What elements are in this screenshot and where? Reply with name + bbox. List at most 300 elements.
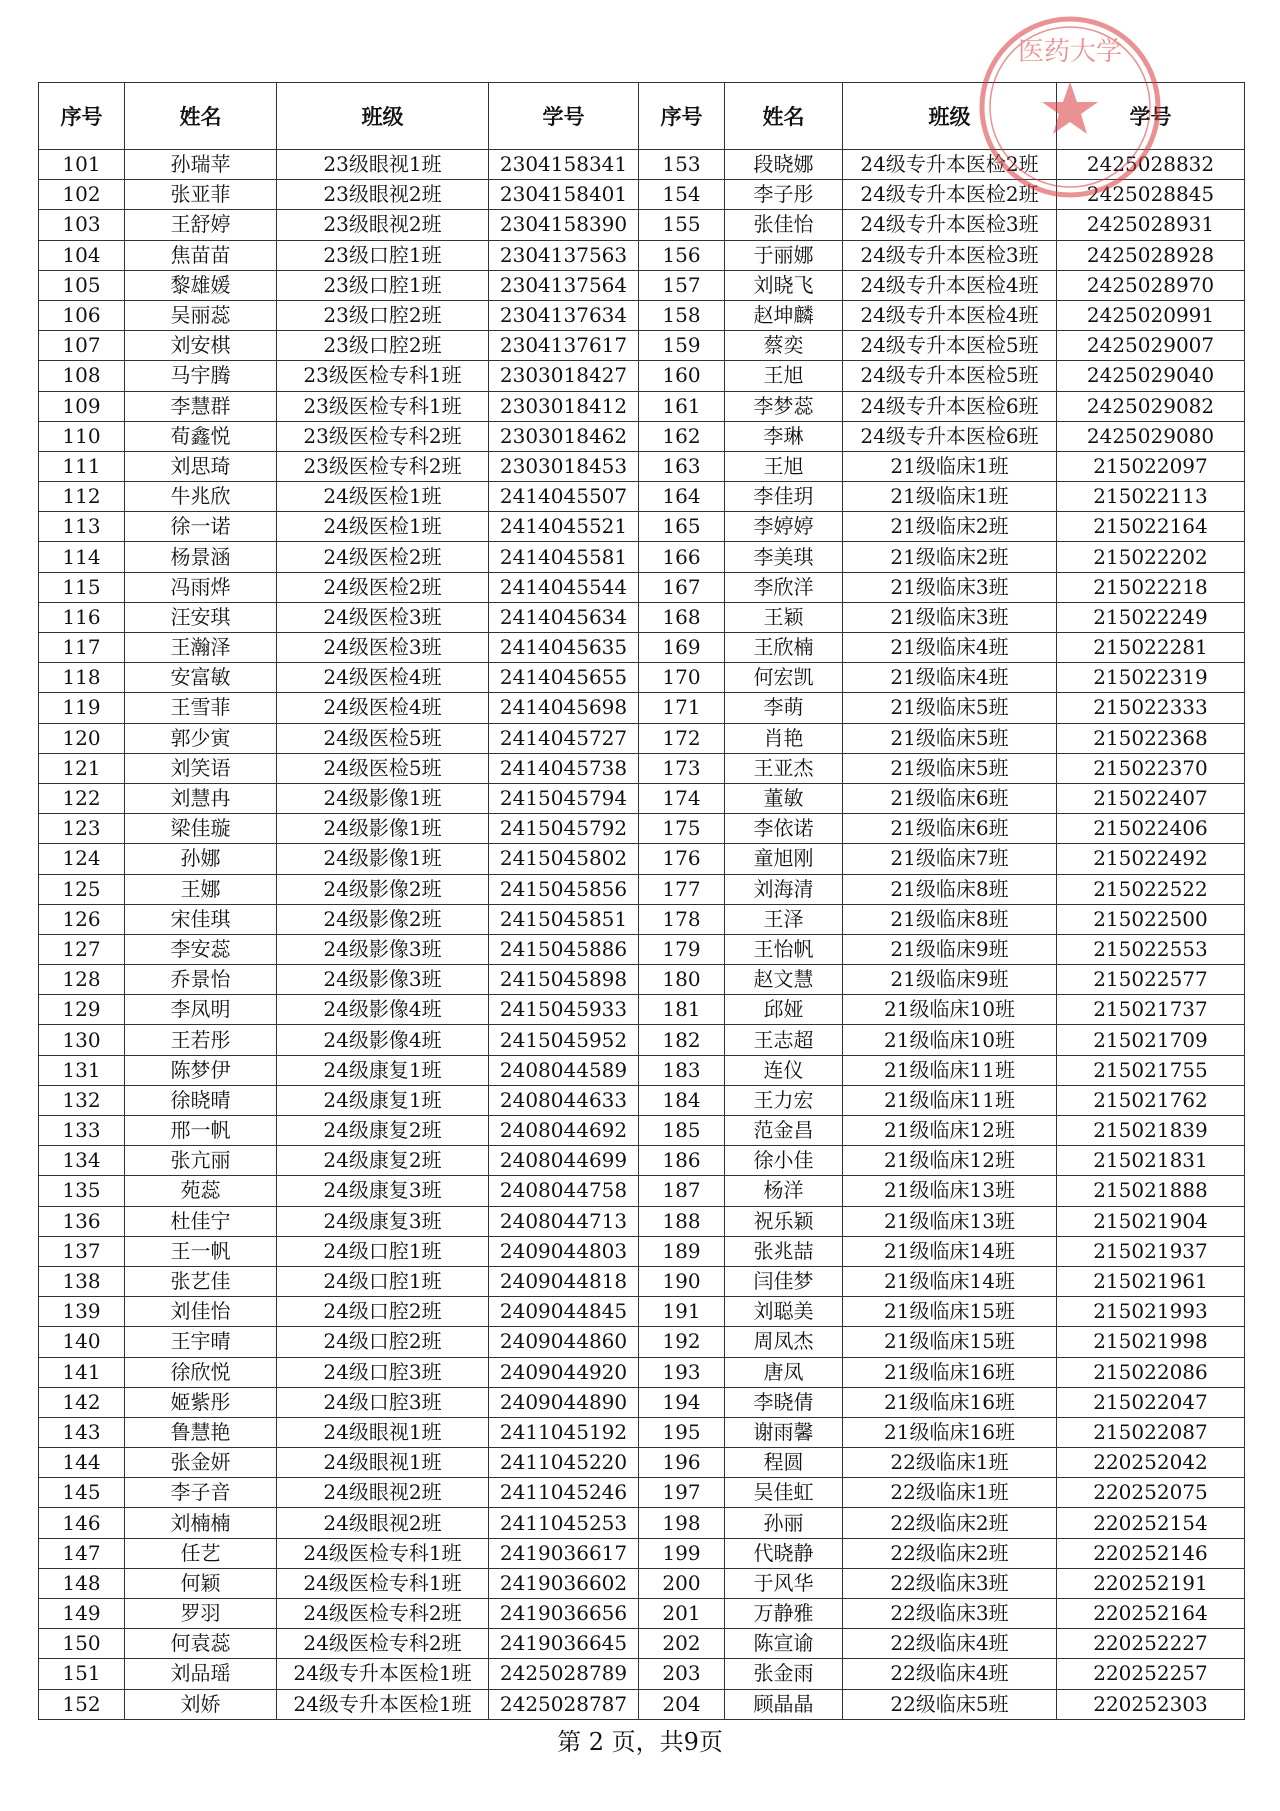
cell-name: 何宏凯 (725, 663, 843, 693)
cell-seq: 109 (39, 391, 125, 421)
cell-seq: 132 (39, 1085, 125, 1115)
cell-class: 21级临床13班 (843, 1176, 1057, 1206)
cell-name: 杜佳宁 (125, 1206, 277, 1236)
cell-class: 24级医检专科2班 (277, 1629, 489, 1659)
table-row (39, 180, 1245, 210)
cell-student-id: 2409044890 (489, 1387, 639, 1417)
cell-seq: 141 (39, 1357, 125, 1387)
table-row (39, 1689, 1245, 1719)
cell-class: 22级临床3班 (843, 1568, 1057, 1598)
cell-seq: 196 (639, 1448, 725, 1478)
cell-name: 荀鑫悦 (125, 421, 277, 451)
cell-name: 肖艳 (725, 723, 843, 753)
cell-class: 23级医检专科1班 (277, 361, 489, 391)
cell-student-id: 2411045253 (489, 1508, 639, 1538)
cell-class: 23级医检专科2班 (277, 421, 489, 451)
cell-class: 24级影像3班 (277, 965, 489, 995)
cell-seq: 167 (639, 572, 725, 602)
cell-class: 21级临床1班 (843, 482, 1057, 512)
table-row (39, 633, 1245, 663)
cell-seq: 145 (39, 1478, 125, 1508)
cell-seq: 142 (39, 1387, 125, 1417)
cell-student-id: 220252154 (1057, 1508, 1245, 1538)
cell-student-id: 2414045521 (489, 512, 639, 542)
cell-student-id: 215021888 (1057, 1176, 1245, 1206)
cell-seq: 172 (639, 723, 725, 753)
cell-seq: 118 (39, 663, 125, 693)
cell-student-id: 220252257 (1057, 1659, 1245, 1689)
cell-student-id: 220252227 (1057, 1629, 1245, 1659)
cell-student-id: 215022577 (1057, 965, 1245, 995)
cell-class: 24级专升本医检3班 (843, 240, 1057, 270)
cell-student-id: 220252146 (1057, 1538, 1245, 1568)
cell-class: 23级口腔2班 (277, 300, 489, 330)
cell-class: 21级临床2班 (843, 542, 1057, 572)
cell-seq: 187 (639, 1176, 725, 1206)
table-row (39, 1116, 1245, 1146)
table-row (39, 1387, 1245, 1417)
cell-class: 24级口腔1班 (277, 1266, 489, 1296)
cell-seq: 161 (639, 391, 725, 421)
cell-name: 徐欣悦 (125, 1357, 277, 1387)
cell-seq: 135 (39, 1176, 125, 1206)
table-row (39, 1629, 1245, 1659)
cell-seq: 171 (639, 693, 725, 723)
cell-student-id: 2425020991 (1057, 300, 1245, 330)
cell-student-id: 2409044845 (489, 1297, 639, 1327)
cell-name: 何袁蕊 (125, 1629, 277, 1659)
cell-student-id: 2419036617 (489, 1538, 639, 1568)
cell-seq: 131 (39, 1055, 125, 1085)
cell-class: 24级康复3班 (277, 1206, 489, 1236)
cell-student-id: 2425028970 (1057, 270, 1245, 300)
cell-name: 刘娇 (125, 1689, 277, 1719)
cell-name: 李凤明 (125, 995, 277, 1025)
cell-class: 24级医检专科2班 (277, 1599, 489, 1629)
cell-class: 21级临床2班 (843, 512, 1057, 542)
cell-seq: 121 (39, 753, 125, 783)
cell-seq: 181 (639, 995, 725, 1025)
cell-seq: 102 (39, 180, 125, 210)
cell-name: 刘楠楠 (125, 1508, 277, 1538)
cell-student-id: 2415045802 (489, 844, 639, 874)
cell-seq: 119 (39, 693, 125, 723)
cell-name: 董敏 (725, 783, 843, 813)
cell-name: 李依诺 (725, 814, 843, 844)
cell-name: 张亚菲 (125, 180, 277, 210)
cell-seq: 107 (39, 331, 125, 361)
cell-student-id: 2415045792 (489, 814, 639, 844)
cell-name: 王旭 (725, 361, 843, 391)
cell-class: 24级影像1班 (277, 844, 489, 874)
cell-seq: 108 (39, 361, 125, 391)
cell-class: 21级临床16班 (843, 1357, 1057, 1387)
cell-student-id: 2419036645 (489, 1629, 639, 1659)
cell-seq: 174 (639, 783, 725, 813)
cell-student-id: 2415045898 (489, 965, 639, 995)
cell-class: 21级临床15班 (843, 1327, 1057, 1357)
header-student-id: 学号 (1057, 83, 1245, 150)
table-row (39, 1085, 1245, 1115)
table-row (39, 210, 1245, 240)
cell-class: 21级临床14班 (843, 1236, 1057, 1266)
cell-class: 21级临床10班 (843, 995, 1057, 1025)
table-row (39, 1266, 1245, 1296)
cell-class: 21级临床4班 (843, 663, 1057, 693)
cell-name: 王欣楠 (725, 633, 843, 663)
table-row (39, 542, 1245, 572)
cell-seq: 104 (39, 240, 125, 270)
cell-class: 22级临床5班 (843, 1689, 1057, 1719)
table-row (39, 150, 1245, 180)
cell-name: 徐小佳 (725, 1146, 843, 1176)
cell-student-id: 2415045952 (489, 1025, 639, 1055)
cell-student-id: 220252042 (1057, 1448, 1245, 1478)
cell-name: 李子音 (125, 1478, 277, 1508)
cell-seq: 112 (39, 482, 125, 512)
cell-class: 21级临床14班 (843, 1266, 1057, 1296)
cell-student-id: 215021904 (1057, 1206, 1245, 1236)
cell-seq: 139 (39, 1297, 125, 1327)
cell-name: 孙娜 (125, 844, 277, 874)
cell-name: 刘慧冉 (125, 783, 277, 813)
table-row (39, 1327, 1245, 1357)
cell-seq: 101 (39, 150, 125, 180)
cell-name: 姬紫彤 (125, 1387, 277, 1417)
cell-class: 24级口腔2班 (277, 1297, 489, 1327)
cell-name: 陈宣谕 (725, 1629, 843, 1659)
cell-class: 21级临床8班 (843, 904, 1057, 934)
header-class: 班级 (277, 83, 489, 150)
cell-name: 张佳怡 (725, 210, 843, 240)
table-row (39, 300, 1245, 330)
table-row (39, 844, 1245, 874)
cell-class: 21级临床12班 (843, 1116, 1057, 1146)
cell-seq: 137 (39, 1236, 125, 1266)
cell-seq: 188 (639, 1206, 725, 1236)
table-row (39, 270, 1245, 300)
cell-class: 21级临床3班 (843, 602, 1057, 632)
cell-seq: 178 (639, 904, 725, 934)
cell-name: 闫佳梦 (725, 1266, 843, 1296)
cell-seq: 103 (39, 210, 125, 240)
cell-student-id: 215021993 (1057, 1297, 1245, 1327)
cell-class: 21级临床6班 (843, 783, 1057, 813)
table-row (39, 1176, 1245, 1206)
cell-student-id: 2419036656 (489, 1599, 639, 1629)
table-row (39, 723, 1245, 753)
cell-seq: 114 (39, 542, 125, 572)
cell-class: 24级康复1班 (277, 1085, 489, 1115)
cell-student-id: 215022281 (1057, 633, 1245, 663)
cell-name: 邢一帆 (125, 1116, 277, 1146)
cell-student-id: 2409044920 (489, 1357, 639, 1387)
cell-student-id: 215022406 (1057, 814, 1245, 844)
cell-seq: 116 (39, 602, 125, 632)
cell-class: 24级专升本医检5班 (843, 331, 1057, 361)
cell-name: 王怡帆 (725, 934, 843, 964)
cell-student-id: 215022522 (1057, 874, 1245, 904)
cell-seq: 130 (39, 1025, 125, 1055)
cell-seq: 199 (639, 1538, 725, 1568)
cell-student-id: 2408044633 (489, 1085, 639, 1115)
cell-name: 张金雨 (725, 1659, 843, 1689)
cell-class: 24级影像1班 (277, 814, 489, 844)
cell-class: 21级临床1班 (843, 451, 1057, 481)
cell-class: 24级医检2班 (277, 572, 489, 602)
table-row (39, 1538, 1245, 1568)
cell-student-id: 215021961 (1057, 1266, 1245, 1296)
cell-student-id: 2415045851 (489, 904, 639, 934)
cell-seq: 115 (39, 572, 125, 602)
cell-student-id: 2408044699 (489, 1146, 639, 1176)
cell-seq: 111 (39, 451, 125, 481)
cell-name: 童旭刚 (725, 844, 843, 874)
table-row (39, 1448, 1245, 1478)
cell-student-id: 2414045635 (489, 633, 639, 663)
cell-seq: 185 (639, 1116, 725, 1146)
cell-name: 段晓娜 (725, 150, 843, 180)
cell-student-id: 2411045192 (489, 1417, 639, 1447)
cell-student-id: 215022164 (1057, 512, 1245, 542)
cell-seq: 168 (639, 602, 725, 632)
cell-name: 刘笑语 (125, 753, 277, 783)
cell-class: 24级影像2班 (277, 904, 489, 934)
cell-student-id: 2425029040 (1057, 361, 1245, 391)
seal-text: 医药大学 (1017, 37, 1123, 67)
cell-seq: 164 (639, 482, 725, 512)
cell-seq: 201 (639, 1599, 725, 1629)
cell-name: 王泽 (725, 904, 843, 934)
cell-class: 22级临床4班 (843, 1629, 1057, 1659)
table-row (39, 1025, 1245, 1055)
cell-student-id: 2415045933 (489, 995, 639, 1025)
cell-seq: 156 (639, 240, 725, 270)
cell-name: 刘聪美 (725, 1297, 843, 1327)
cell-seq: 195 (639, 1417, 725, 1447)
cell-name: 汪安琪 (125, 602, 277, 632)
cell-class: 21级临床9班 (843, 965, 1057, 995)
cell-seq: 175 (639, 814, 725, 844)
cell-class: 24级专升本医检1班 (277, 1689, 489, 1719)
cell-class: 24级眼视2班 (277, 1508, 489, 1538)
cell-name: 孙丽 (725, 1508, 843, 1538)
cell-class: 22级临床4班 (843, 1659, 1057, 1689)
cell-seq: 122 (39, 783, 125, 813)
cell-name: 万静雅 (725, 1599, 843, 1629)
cell-student-id: 215021831 (1057, 1146, 1245, 1176)
cell-seq: 183 (639, 1055, 725, 1085)
cell-name: 蔡奕 (725, 331, 843, 361)
cell-seq: 136 (39, 1206, 125, 1236)
cell-seq: 154 (639, 180, 725, 210)
cell-seq: 159 (639, 331, 725, 361)
cell-name: 李萌 (725, 693, 843, 723)
header-seq: 序号 (639, 83, 725, 150)
table-row (39, 361, 1245, 391)
cell-student-id: 2411045220 (489, 1448, 639, 1478)
table-body (39, 150, 1245, 1720)
cell-name: 程圆 (725, 1448, 843, 1478)
table-row (39, 965, 1245, 995)
cell-student-id: 215021755 (1057, 1055, 1245, 1085)
cell-student-id: 2304158341 (489, 150, 639, 180)
table-row (39, 1055, 1245, 1085)
cell-class: 24级医检4班 (277, 663, 489, 693)
cell-name: 刘海清 (725, 874, 843, 904)
cell-seq: 140 (39, 1327, 125, 1357)
cell-class: 24级医检1班 (277, 482, 489, 512)
cell-class: 23级口腔1班 (277, 240, 489, 270)
cell-name: 徐一诺 (125, 512, 277, 542)
table-row (39, 783, 1245, 813)
cell-student-id: 215022047 (1057, 1387, 1245, 1417)
header-name: 姓名 (125, 83, 277, 150)
cell-student-id: 2414045634 (489, 602, 639, 632)
table-row (39, 1146, 1245, 1176)
cell-name: 王若彤 (125, 1025, 277, 1055)
cell-seq: 186 (639, 1146, 725, 1176)
table-row (39, 482, 1245, 512)
cell-student-id: 2304137634 (489, 300, 639, 330)
cell-name: 李婷婷 (725, 512, 843, 542)
cell-class: 24级影像4班 (277, 1025, 489, 1055)
cell-student-id: 2303018427 (489, 361, 639, 391)
cell-name: 刘晓飞 (725, 270, 843, 300)
cell-student-id: 215022097 (1057, 451, 1245, 481)
cell-name: 李晓倩 (725, 1387, 843, 1417)
table-row (39, 512, 1245, 542)
cell-seq: 177 (639, 874, 725, 904)
cell-class: 24级口腔2班 (277, 1327, 489, 1357)
cell-name: 安富敏 (125, 663, 277, 693)
cell-seq: 193 (639, 1357, 725, 1387)
cell-name: 王雪菲 (125, 693, 277, 723)
cell-student-id: 2414045544 (489, 572, 639, 602)
table-row (39, 1236, 1245, 1266)
cell-seq: 120 (39, 723, 125, 753)
cell-student-id: 2303018412 (489, 391, 639, 421)
cell-name: 刘品瑶 (125, 1659, 277, 1689)
cell-seq: 124 (39, 844, 125, 874)
cell-class: 21级临床11班 (843, 1085, 1057, 1115)
cell-student-id: 215022333 (1057, 693, 1245, 723)
cell-student-id: 2304137563 (489, 240, 639, 270)
cell-student-id: 215021709 (1057, 1025, 1245, 1055)
cell-student-id: 215022500 (1057, 904, 1245, 934)
cell-name: 顾晶晶 (725, 1689, 843, 1719)
table-row (39, 572, 1245, 602)
table-row (39, 1599, 1245, 1629)
table-row (39, 1478, 1245, 1508)
cell-student-id: 2425029007 (1057, 331, 1245, 361)
cell-seq: 180 (639, 965, 725, 995)
cell-class: 21级临床7班 (843, 844, 1057, 874)
cell-name: 吴丽蕊 (125, 300, 277, 330)
cell-class: 24级医检1班 (277, 512, 489, 542)
cell-student-id: 2409044860 (489, 1327, 639, 1357)
cell-class: 24级专升本医检1班 (277, 1659, 489, 1689)
cell-seq: 133 (39, 1116, 125, 1146)
cell-seq: 147 (39, 1538, 125, 1568)
cell-class: 23级眼视2班 (277, 210, 489, 240)
cell-student-id: 215022218 (1057, 572, 1245, 602)
cell-seq: 192 (639, 1327, 725, 1357)
cell-seq: 203 (639, 1659, 725, 1689)
cell-name: 李美琪 (725, 542, 843, 572)
cell-student-id: 215022086 (1057, 1357, 1245, 1387)
page-footer: 第 2 页，共9页 (557, 1728, 723, 1756)
cell-name: 王志超 (725, 1025, 843, 1055)
cell-name: 李安蕊 (125, 934, 277, 964)
cell-seq: 129 (39, 995, 125, 1025)
cell-seq: 148 (39, 1568, 125, 1598)
cell-name: 王力宏 (725, 1085, 843, 1115)
cell-class: 24级影像1班 (277, 783, 489, 813)
cell-name: 谢雨馨 (725, 1417, 843, 1447)
cell-name: 郭少寅 (125, 723, 277, 753)
cell-name: 乔景怡 (125, 965, 277, 995)
cell-student-id: 215021998 (1057, 1327, 1245, 1357)
cell-class: 24级医检2班 (277, 542, 489, 572)
table-row (39, 693, 1245, 723)
cell-student-id: 215022553 (1057, 934, 1245, 964)
cell-student-id: 2304158401 (489, 180, 639, 210)
cell-class: 22级临床2班 (843, 1508, 1057, 1538)
cell-name: 王一帆 (125, 1236, 277, 1266)
cell-class: 24级医检专科1班 (277, 1538, 489, 1568)
cell-name: 范金昌 (725, 1116, 843, 1146)
cell-seq: 126 (39, 904, 125, 934)
cell-class: 21级临床13班 (843, 1206, 1057, 1236)
cell-seq: 202 (639, 1629, 725, 1659)
cell-student-id: 220252075 (1057, 1478, 1245, 1508)
cell-seq: 191 (639, 1297, 725, 1327)
cell-student-id: 215022319 (1057, 663, 1245, 693)
cell-student-id: 2414045727 (489, 723, 639, 753)
cell-class: 21级临床5班 (843, 693, 1057, 723)
cell-student-id: 215022113 (1057, 482, 1245, 512)
cell-student-id: 2425029080 (1057, 421, 1245, 451)
header-row (39, 83, 1245, 150)
cell-name: 于风华 (725, 1568, 843, 1598)
cell-name: 宋佳琪 (125, 904, 277, 934)
cell-class: 24级医检3班 (277, 602, 489, 632)
cell-seq: 204 (639, 1689, 725, 1719)
cell-name: 李慧群 (125, 391, 277, 421)
cell-student-id: 220252191 (1057, 1568, 1245, 1598)
cell-seq: 151 (39, 1659, 125, 1689)
cell-class: 24级康复3班 (277, 1176, 489, 1206)
cell-class: 24级专升本医检6班 (843, 391, 1057, 421)
cell-name: 张金妍 (125, 1448, 277, 1478)
cell-seq: 182 (639, 1025, 725, 1055)
cell-name: 唐凤 (725, 1357, 843, 1387)
header-name: 姓名 (725, 83, 843, 150)
cell-class: 24级影像2班 (277, 874, 489, 904)
cell-name: 刘思琦 (125, 451, 277, 481)
cell-seq: 150 (39, 1629, 125, 1659)
cell-seq: 160 (639, 361, 725, 391)
cell-student-id: 215022087 (1057, 1417, 1245, 1447)
cell-seq: 184 (639, 1085, 725, 1115)
cell-student-id: 215022407 (1057, 783, 1245, 813)
cell-seq: 110 (39, 421, 125, 451)
cell-name: 王娜 (125, 874, 277, 904)
cell-class: 24级康复2班 (277, 1116, 489, 1146)
table-row (39, 995, 1245, 1025)
cell-student-id: 2304158390 (489, 210, 639, 240)
